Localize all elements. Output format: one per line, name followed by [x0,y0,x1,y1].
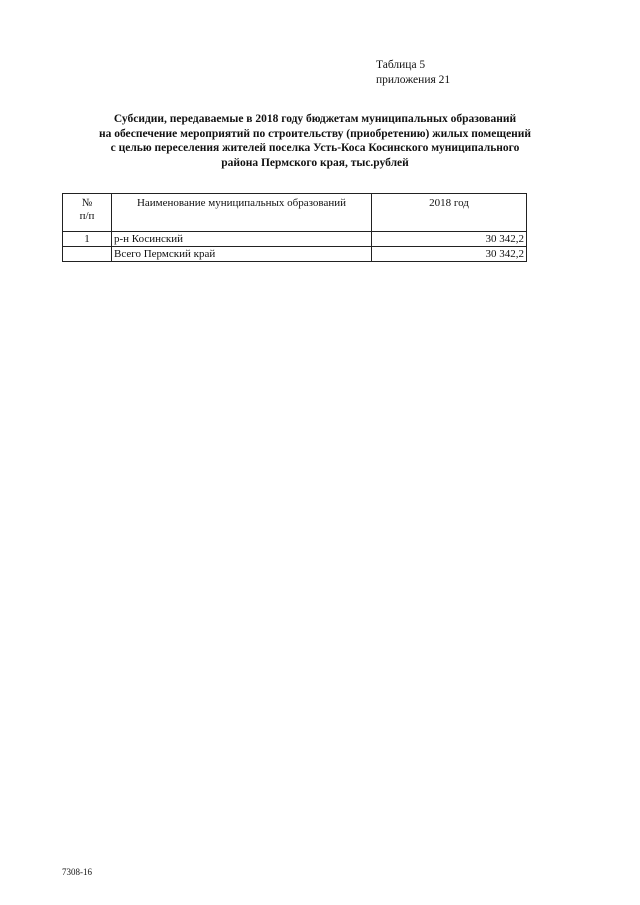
row-name: Всего Пермский край [112,247,372,262]
row-number [63,247,112,262]
annex-label: приложения 21 [376,74,451,86]
table-row-total [63,247,527,262]
header-year: 2018 год [372,194,527,232]
title-line: Субсидии, передаваемые в 2018 году бюджетам муниципальных образований [113,113,517,125]
title-line: на обеспечение мероприятий по строительству (приобретению) жилых помещений [98,127,532,140]
document-code: 7308-16 [62,867,92,877]
header-name: Наименование муниципальных образований [112,194,372,232]
table-reference [376,58,450,88]
table-row [63,232,527,247]
row-value: 30 342,2 [372,232,527,247]
header-number-line2: п/п [79,210,95,222]
row-name: р-н Косинский [112,232,372,247]
subsidies-table [62,193,527,262]
title-line: с целью переселения жителей поселка Усть-Коса Косинского муниципального [110,142,520,154]
header-number-line1: № [81,197,93,209]
document-title [40,112,590,170]
row-value: 30 342,2 [372,247,527,262]
table-number-label: Таблица 5 [376,59,426,71]
table-header-row [63,194,527,232]
title-line: района Пермского края, тыс.рублей [221,156,409,169]
header-number [63,194,112,232]
row-number: 1 [63,232,112,247]
